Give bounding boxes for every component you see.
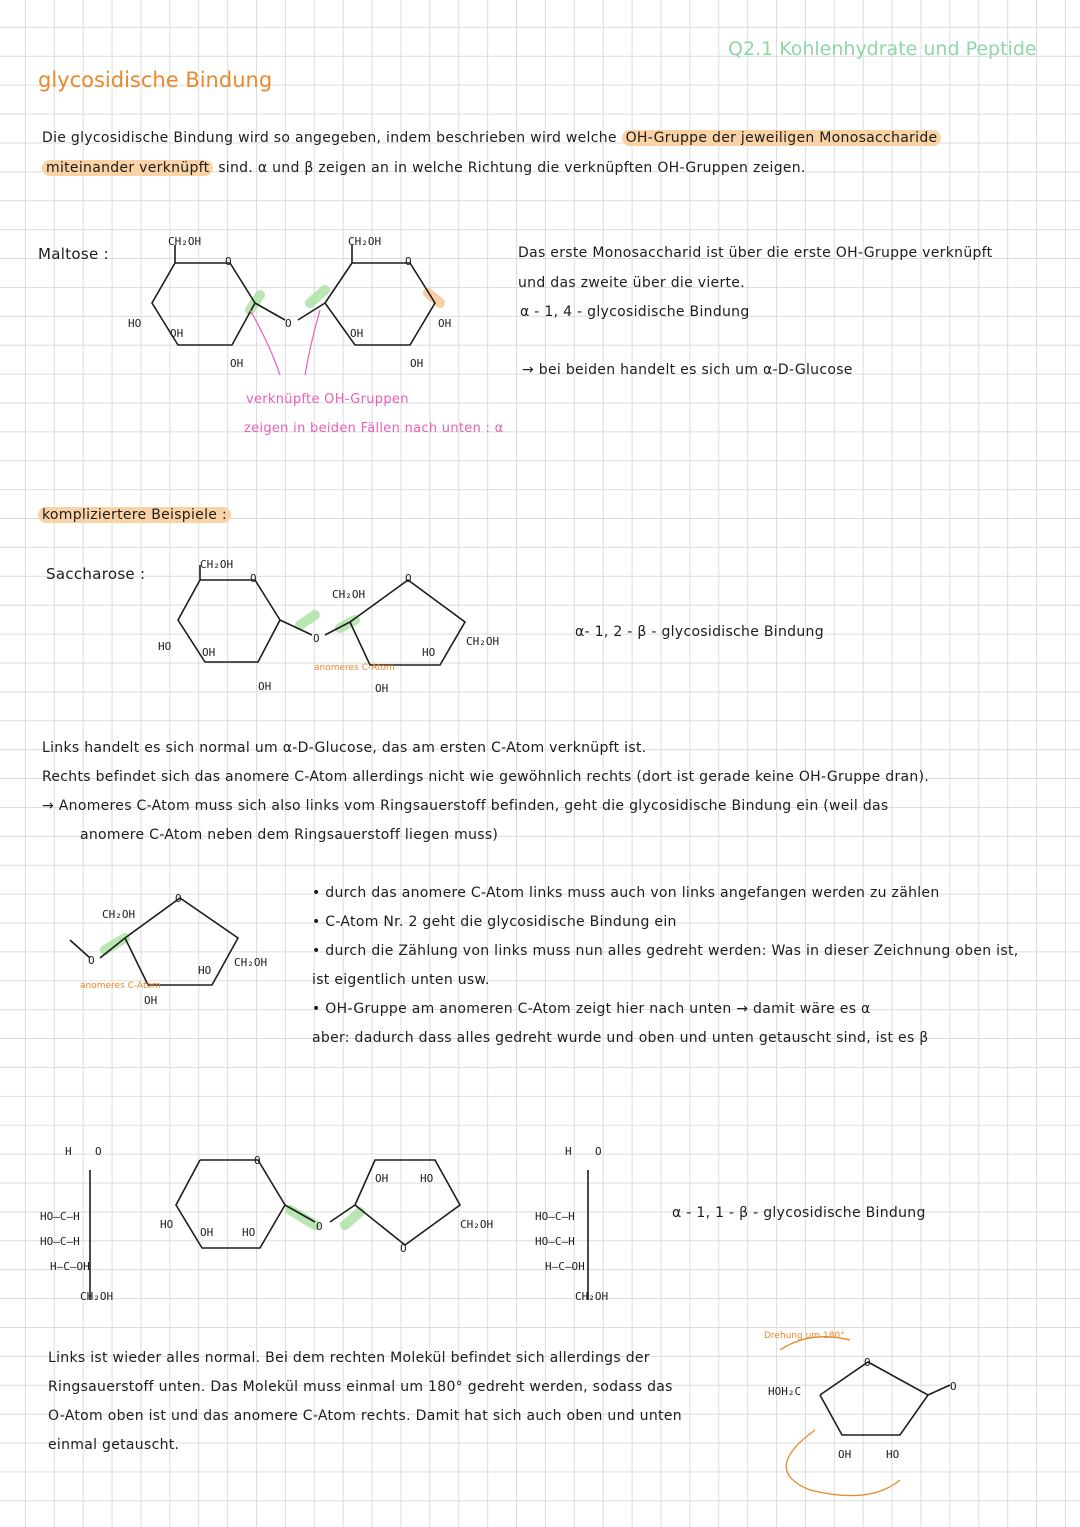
label-fischer-row3: H—C—OH bbox=[50, 1260, 90, 1273]
label-fischer-row2: HO—C—H bbox=[40, 1235, 80, 1248]
intro-line-2 bbox=[42, 160, 806, 176]
explanation-2: Rechts befindet sich das anomere C-Atom allerdings nicht wie gewöhnlich rechts (dort ist gerade keine OH-Gruppe dran). bbox=[42, 769, 930, 785]
label-oh-f: OH bbox=[144, 994, 158, 1007]
intro-text: Die glycosidische Bindung wird so angegeben, indem beschrieben wird welche bbox=[42, 130, 617, 146]
label-ho: HO bbox=[128, 317, 142, 330]
label-ch2oh-f2: CH₂OH bbox=[234, 956, 268, 969]
complex-heading: kompliziertere Beispiele : bbox=[38, 507, 231, 523]
label-oh-2: OH bbox=[230, 357, 244, 370]
label-ch2oh-s2: CH₂OH bbox=[332, 588, 366, 601]
saccharose-label: Saccharose : bbox=[46, 565, 146, 583]
maltose-arrow-note: → bei beiden handelt es sich um α-D-Glucose bbox=[522, 362, 853, 378]
label-ring-o-2: O bbox=[405, 255, 412, 268]
label-ch2oh-t: CH₂OH bbox=[460, 1218, 494, 1231]
label-ho-t: HO bbox=[160, 1218, 174, 1231]
label-fischer-o1: O bbox=[95, 1145, 102, 1158]
intro-line-1 bbox=[42, 130, 941, 146]
label-ch2oh-s3: CH₂OH bbox=[466, 635, 500, 648]
label-bridge-o: O bbox=[285, 317, 292, 330]
label-oh-s2: OH bbox=[258, 680, 272, 693]
bullet-1: • durch das anomere C-Atom links muss auch von links angefangen werden zu zählen bbox=[312, 885, 940, 901]
label-ring-o-r: O bbox=[864, 1356, 871, 1369]
label-oh-3: OH bbox=[350, 327, 364, 340]
label-fischer-row1: HO—C—H bbox=[40, 1210, 80, 1223]
label-hoh2c: HOH₂C bbox=[768, 1385, 802, 1398]
label-ring-o-s2: O bbox=[405, 572, 412, 585]
label-ho-s: HO bbox=[158, 640, 172, 653]
maltose-bond-type: α - 1, 4 - glycosidische Bindung bbox=[520, 304, 750, 320]
label-ho-r: HO bbox=[886, 1448, 900, 1461]
label-oh-t1: OH bbox=[200, 1226, 214, 1239]
label-fischer2-ch2oh: CH₂OH bbox=[575, 1290, 609, 1303]
maltose-note-2: und das zweite über die vierte. bbox=[518, 275, 745, 291]
label-fischer2-h: H bbox=[565, 1145, 572, 1158]
anomer-label-2: anomeres C-Atom bbox=[80, 981, 161, 991]
bullet-4: • OH-Gruppe am anomeren C-Atom zeigt hier nach unten → damit wäre es α bbox=[312, 1001, 871, 1017]
intro-text-2: sind. α und β zeigen an in welche Richtung die verknüpften OH-Gruppen zeigen. bbox=[218, 160, 806, 176]
label-ho-t2: HO bbox=[242, 1226, 256, 1239]
maltose-note-1: Das erste Monosaccharid ist über die erste OH-Gruppe verknüpft bbox=[518, 245, 993, 261]
pink-annotation-2: zeigen in beiden Fällen nach unten : α bbox=[244, 421, 504, 436]
label-oh-r: OH bbox=[838, 1448, 852, 1461]
label-ring-o-f: O bbox=[175, 892, 182, 905]
label-ring-o-s1: O bbox=[250, 572, 257, 585]
label-oh-5: OH bbox=[438, 317, 452, 330]
label-fischer-h1: H bbox=[65, 1145, 72, 1158]
trehalose-bond-type: α - 1, 1 - β - glycosidische Bindung bbox=[672, 1205, 926, 1221]
final-line-3: O-Atom oben ist und das anomere C-Atom rechts. Damit hat sich auch oben und unten bbox=[48, 1408, 682, 1424]
final-line-2: Ringsauerstoff unten. Das Molekül muss einmal um 180° gedreht werden, sodass das bbox=[48, 1379, 673, 1395]
label-ho-s2: HO bbox=[422, 646, 436, 659]
label-o-r: O bbox=[950, 1380, 957, 1393]
label-ch2oh-f1: CH₂OH bbox=[102, 908, 136, 921]
bullet-2: • C-Atom Nr. 2 geht die glycosidische Bindung ein bbox=[312, 914, 677, 930]
anomer-label-1: anomeres C-Atom bbox=[314, 663, 395, 673]
saccharose-bond-type: α- 1, 2 - β - glycosidische Bindung bbox=[575, 624, 824, 640]
saccharose-structure bbox=[150, 550, 530, 700]
label-o-f: O bbox=[88, 954, 95, 967]
maltose-label: Maltose : bbox=[38, 245, 109, 263]
rotation-label: Drehung um 180° bbox=[764, 1331, 845, 1341]
label-ring-o-t1: O bbox=[254, 1154, 261, 1167]
fructose-fragment bbox=[60, 880, 300, 1010]
final-line-4: einmal getauscht. bbox=[48, 1437, 180, 1453]
bullet-3: • durch die Zählung von links muss nun alles gedreht werden: Was in dieser Zeichnung oben ist, bbox=[312, 943, 1019, 959]
label-fischer2-o: O bbox=[595, 1145, 602, 1158]
explanation-1: Links handelt es sich normal um α-D-Glucose, das am ersten C-Atom verknüpft ist. bbox=[42, 740, 647, 756]
trehalose-structure bbox=[30, 1130, 670, 1320]
label-oh-s1: OH bbox=[202, 646, 216, 659]
final-line-1: Links ist wieder alles normal. Bei dem rechten Molekül befindet sich allerdings der bbox=[48, 1350, 650, 1366]
label-ring-o-t2: O bbox=[400, 1242, 407, 1255]
label-ho-f: HO bbox=[198, 964, 212, 977]
explanation-4: anomere C-Atom neben dem Ringsauerstoff liegen muss) bbox=[80, 827, 499, 843]
label-ho-t3: HO bbox=[420, 1172, 434, 1185]
rotated-molecule bbox=[750, 1320, 990, 1500]
label-fischer2-row3: H—C—OH bbox=[545, 1260, 585, 1273]
intro-highlight-2: miteinander verknüpft bbox=[42, 160, 213, 176]
label-ch2oh-s1: CH₂OH bbox=[200, 558, 234, 571]
label-oh-1: OH bbox=[170, 327, 184, 340]
page-title: glycosidische Bindung bbox=[38, 68, 273, 92]
intro-highlight-1: OH-Gruppe der jeweiligen Monosaccharide bbox=[622, 130, 942, 146]
label-ch2oh-2: CH₂OH bbox=[348, 235, 382, 248]
label-ring-o-1: O bbox=[225, 255, 232, 268]
explanation-3: → Anomeres C-Atom muss sich also links vom Ringsauerstoff befinden, geht die glycosidische Bindung ein (weil das bbox=[42, 798, 889, 814]
label-fischer2-row2: HO—C—H bbox=[535, 1235, 575, 1248]
label-fischer2-row1: HO—C—H bbox=[535, 1210, 575, 1223]
label-oh-s3: OH bbox=[375, 682, 389, 695]
label-bridge-o-t: O bbox=[316, 1220, 323, 1233]
bullet-4b: aber: dadurch dass alles gedreht wurde und oben und unten getauscht sind, ist es β bbox=[312, 1030, 929, 1046]
pink-annotation-1: verknüpfte OH-Gruppen bbox=[246, 392, 409, 407]
course-title: Q2.1 Kohlenhydrate und Peptide bbox=[728, 38, 1037, 60]
label-ch2oh-1: CH₂OH bbox=[168, 235, 202, 248]
bullet-3b: ist eigentlich unten usw. bbox=[312, 972, 490, 988]
maltose-structure bbox=[120, 225, 480, 405]
label-oh-t2: OH bbox=[375, 1172, 389, 1185]
label-fischer-ch2oh: CH₂OH bbox=[80, 1290, 114, 1303]
label-bridge-o-s: O bbox=[313, 632, 320, 645]
label-oh-4: OH bbox=[410, 357, 424, 370]
